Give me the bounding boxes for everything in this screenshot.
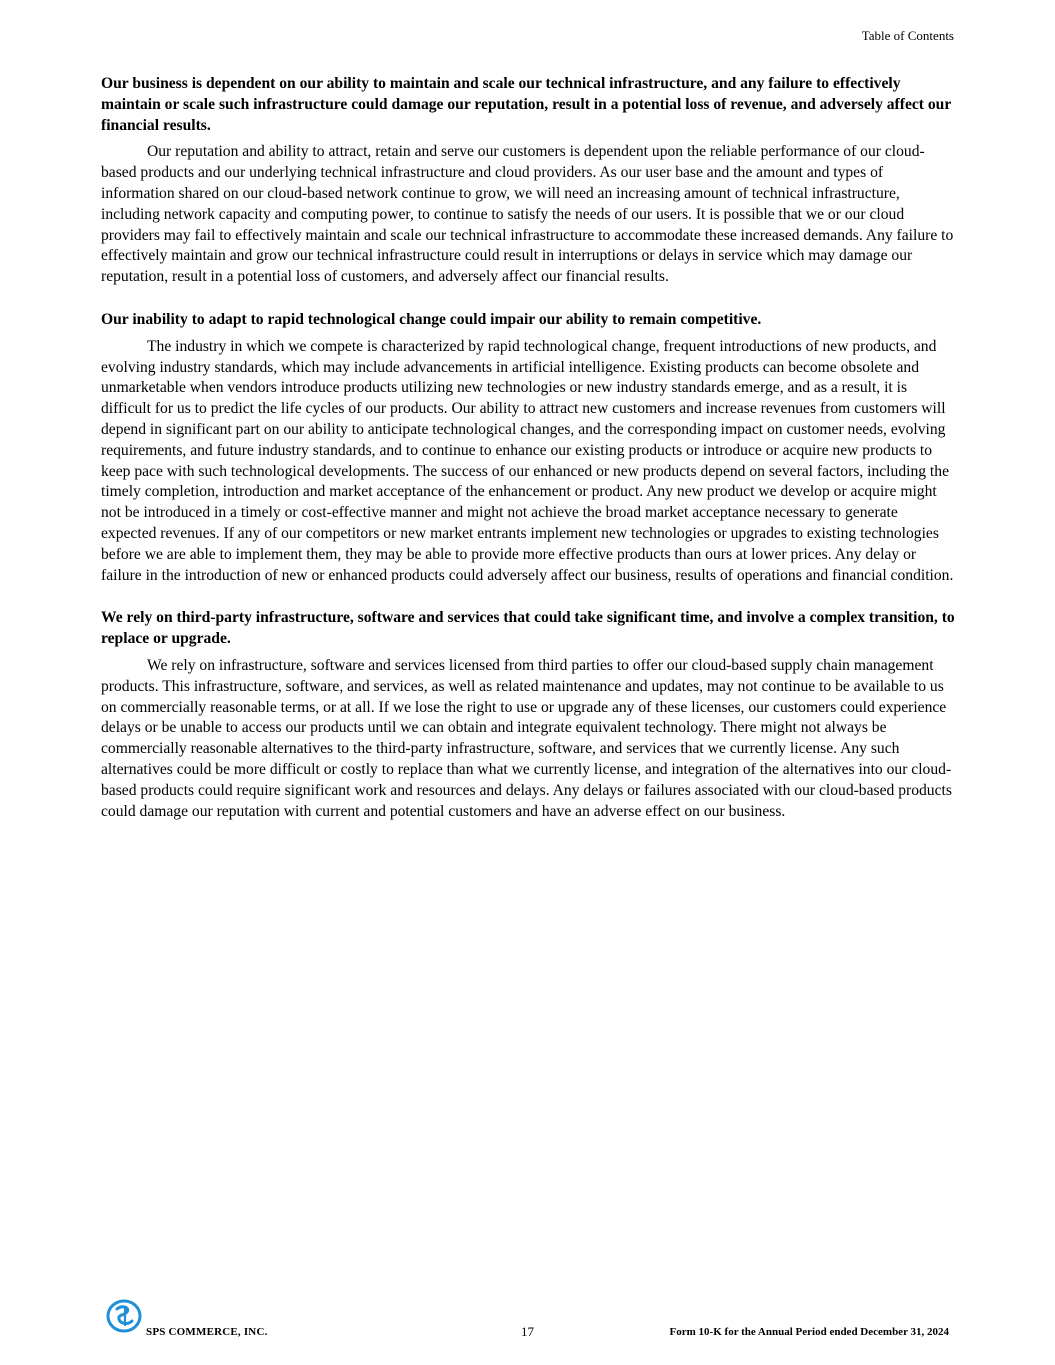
risk-section-third-party <box>101 608 955 822</box>
section-body: We rely on infrastructure, software and services licensed from third parties to offer our cloud-based supply chain management products. This infrastructure, software, and services, as well as related maintenance and updates, may not continue to be available to us on commercially reasonable terms, or at all. If we lose the right to use or upgrade any of these licenses, our customers could experience delays or be unable to access our products until we can obtain and integrate equivalent technology. There might not always be commercially reasonable alternatives to the third-party infrastructure, software, and services that we currently license. Any such alternatives could be more difficult or costly to replace than what we currently license, and integration of the alternatives into our cloud-based products could require significant work and resources and delays. Any delays or failures associated with our cloud-based products could damage our reputation with current and potential customers and have an adverse effect on our business. <box>101 656 952 820</box>
page-content <box>101 74 955 844</box>
risk-section-technological-change <box>101 310 955 586</box>
table-of-contents-link[interactable]: Table of Contents <box>861 28 954 43</box>
section-body: Our reputation and ability to attract, retain and serve our customers is dependent upon the reliable performance of our cloud-based products and our underlying technical infrastructure and cloud providers. As our user base and the amount and types of information shared on our cloud-based network continue to grow, we will need an increasing amount of technical infrastructure, including network capacity and computing power, to continue to satisfy the needs of our users. It is possible that we or our cloud providers may fail to effectively maintain and scale our technical infrastructure to accommodate these increased demands. Any failure to effectively maintain and grow our technical infrastructure could result in interruptions or delays in service which may damage our reputation, result in a potential loss of customers, and adversely affect our financial results. <box>101 143 954 286</box>
page-number: 17 <box>521 1324 534 1339</box>
section-heading: Our business is dependent on our ability to maintain and scale our technical infrastructure, and any failure to effectively maintain or scale such infrastructure could damage our reputation, result in a potential loss of revenue, and adversely affect our financial results. <box>101 75 951 134</box>
section-heading: We rely on third-party infrastructure, software and services that could take significant time, and involve a complex transition, to replace or upgrade. <box>101 609 955 648</box>
company-name: SPS COMMERCE, INC. <box>146 1326 268 1338</box>
risk-section-infrastructure <box>101 74 955 288</box>
section-heading: Our inability to adapt to rapid technological change could impair our ability to remain competitive. <box>101 310 762 328</box>
form-info: Form 10-K for the Annual Period ended December 31, 2024 <box>669 1326 949 1338</box>
sps-logo-icon <box>105 1298 143 1334</box>
section-body: The industry in which we compete is characterized by rapid technological change, frequent introductions of new products, and evolving industry standards, which may include advancements in artificial intelligence. Existing products can become obsolete and unmarketable when vendors introduce products utilizing new technologies or new industry standards emerge, and as a result, it is difficult for us to predict the life cycles of our products. Our ability to attract new customers and increase revenues from customers will depend in significant part on our ability to anticipate technological changes, and the corresponding impact on customer needs, evolving requirements, and future industry standards, and to continue to enhance our existing products or introduce or acquire new products to keep pace with such technological developments. The success of our enhanced or new products depend on several factors, including the timely completion, introduction and market acceptance of the enhancement or product. Any new product we develop or acquire might not be introduced in a timely or cost-effective manner and might not achieve the broad market acceptance necessary to generate expected revenues. If any of our competitors or new market entrants implement new technologies or upgrades to existing technologies before we are able to implement them, they may be able to provide more effective products than ours at lower prices. Any delay or failure in the introduction of new or enhanced products could adversely affect our business, results of operations and financial condition. <box>101 337 954 584</box>
page-footer <box>101 1298 955 1343</box>
